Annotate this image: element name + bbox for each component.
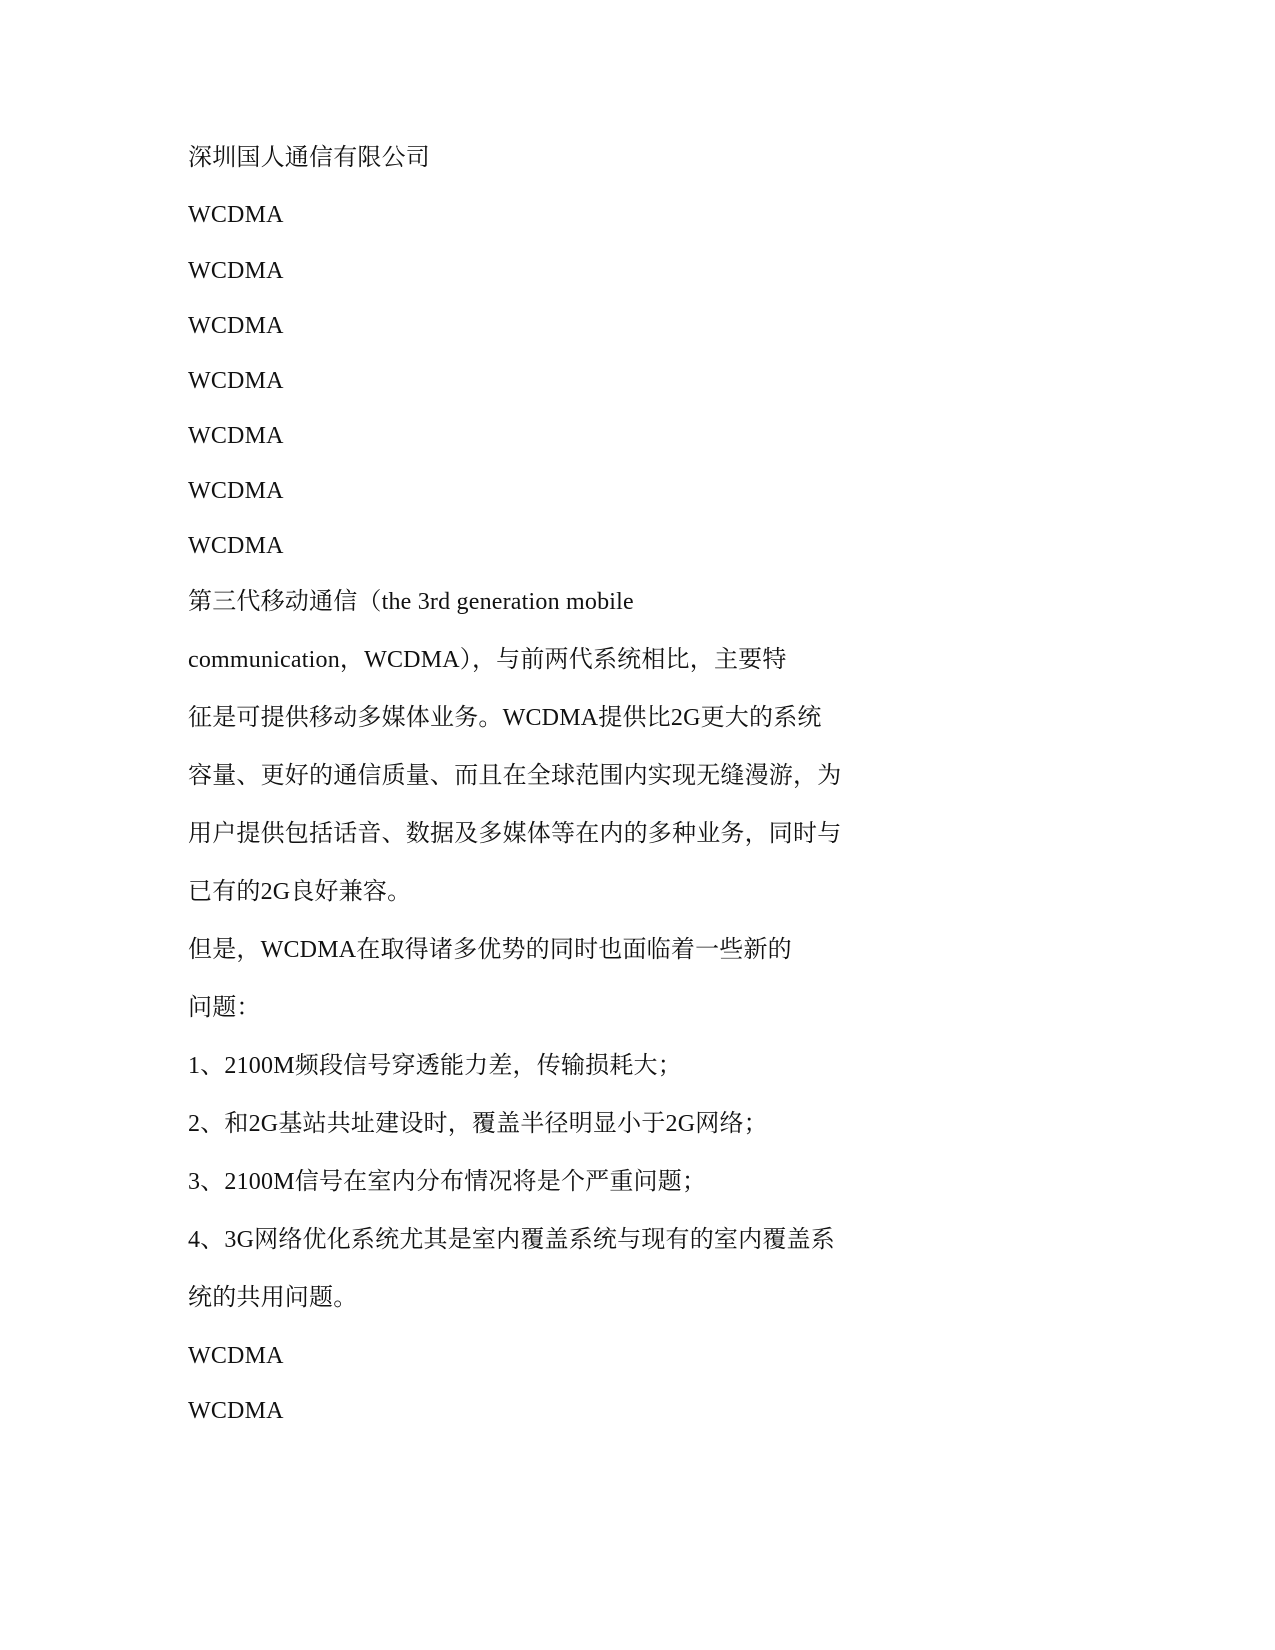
- problem-item: 4、3G网络优化系统尤其是室内覆盖系统与现有的室内覆盖系: [188, 1227, 835, 1253]
- footer-line: WCDMA: [188, 1343, 284, 1369]
- problem-item: 1、2100M频段信号穿透能力差，传输损耗大；: [188, 1053, 682, 1079]
- heading-line: WCDMA: [188, 313, 284, 339]
- heading-line: WCDMA: [188, 258, 284, 284]
- problem-intro-line: 问题：: [188, 995, 261, 1021]
- intro-line: 征是可提供移动多媒体业务。WCDMA提供比2G更大的系统: [188, 705, 822, 731]
- intro-line: 容量、更好的通信质量、而且在全球范围内实现无缝漫游，为: [188, 763, 842, 789]
- heading-line: WCDMA: [188, 368, 284, 394]
- company-name: 深圳国人通信有限公司: [188, 145, 430, 171]
- problem-item: 统的共用问题。: [188, 1285, 358, 1311]
- problem-item: 2、和2G基站共址建设时，覆盖半径明显小于2G网络；: [188, 1111, 768, 1137]
- intro-line: 已有的2G良好兼容。: [188, 879, 412, 905]
- problem-item: 3、2100M信号在室内分布情况将是个严重问题；: [188, 1169, 707, 1195]
- intro-line: 用户提供包括话音、数据及多媒体等在内的多种业务，同时与: [188, 821, 842, 847]
- heading-line: WCDMA: [188, 478, 284, 504]
- intro-line: communication，WCDMA），与前两代系统相比，主要特: [188, 647, 787, 673]
- intro-line: 第三代移动通信（the 3rd generation mobile: [188, 589, 634, 615]
- problem-intro-line: 但是，WCDMA在取得诸多优势的同时也面临着一些新的: [188, 937, 792, 963]
- heading-line: WCDMA: [188, 202, 284, 228]
- heading-line: WCDMA: [188, 533, 284, 559]
- heading-line: WCDMA: [188, 423, 284, 449]
- footer-line: WCDMA: [188, 1398, 284, 1424]
